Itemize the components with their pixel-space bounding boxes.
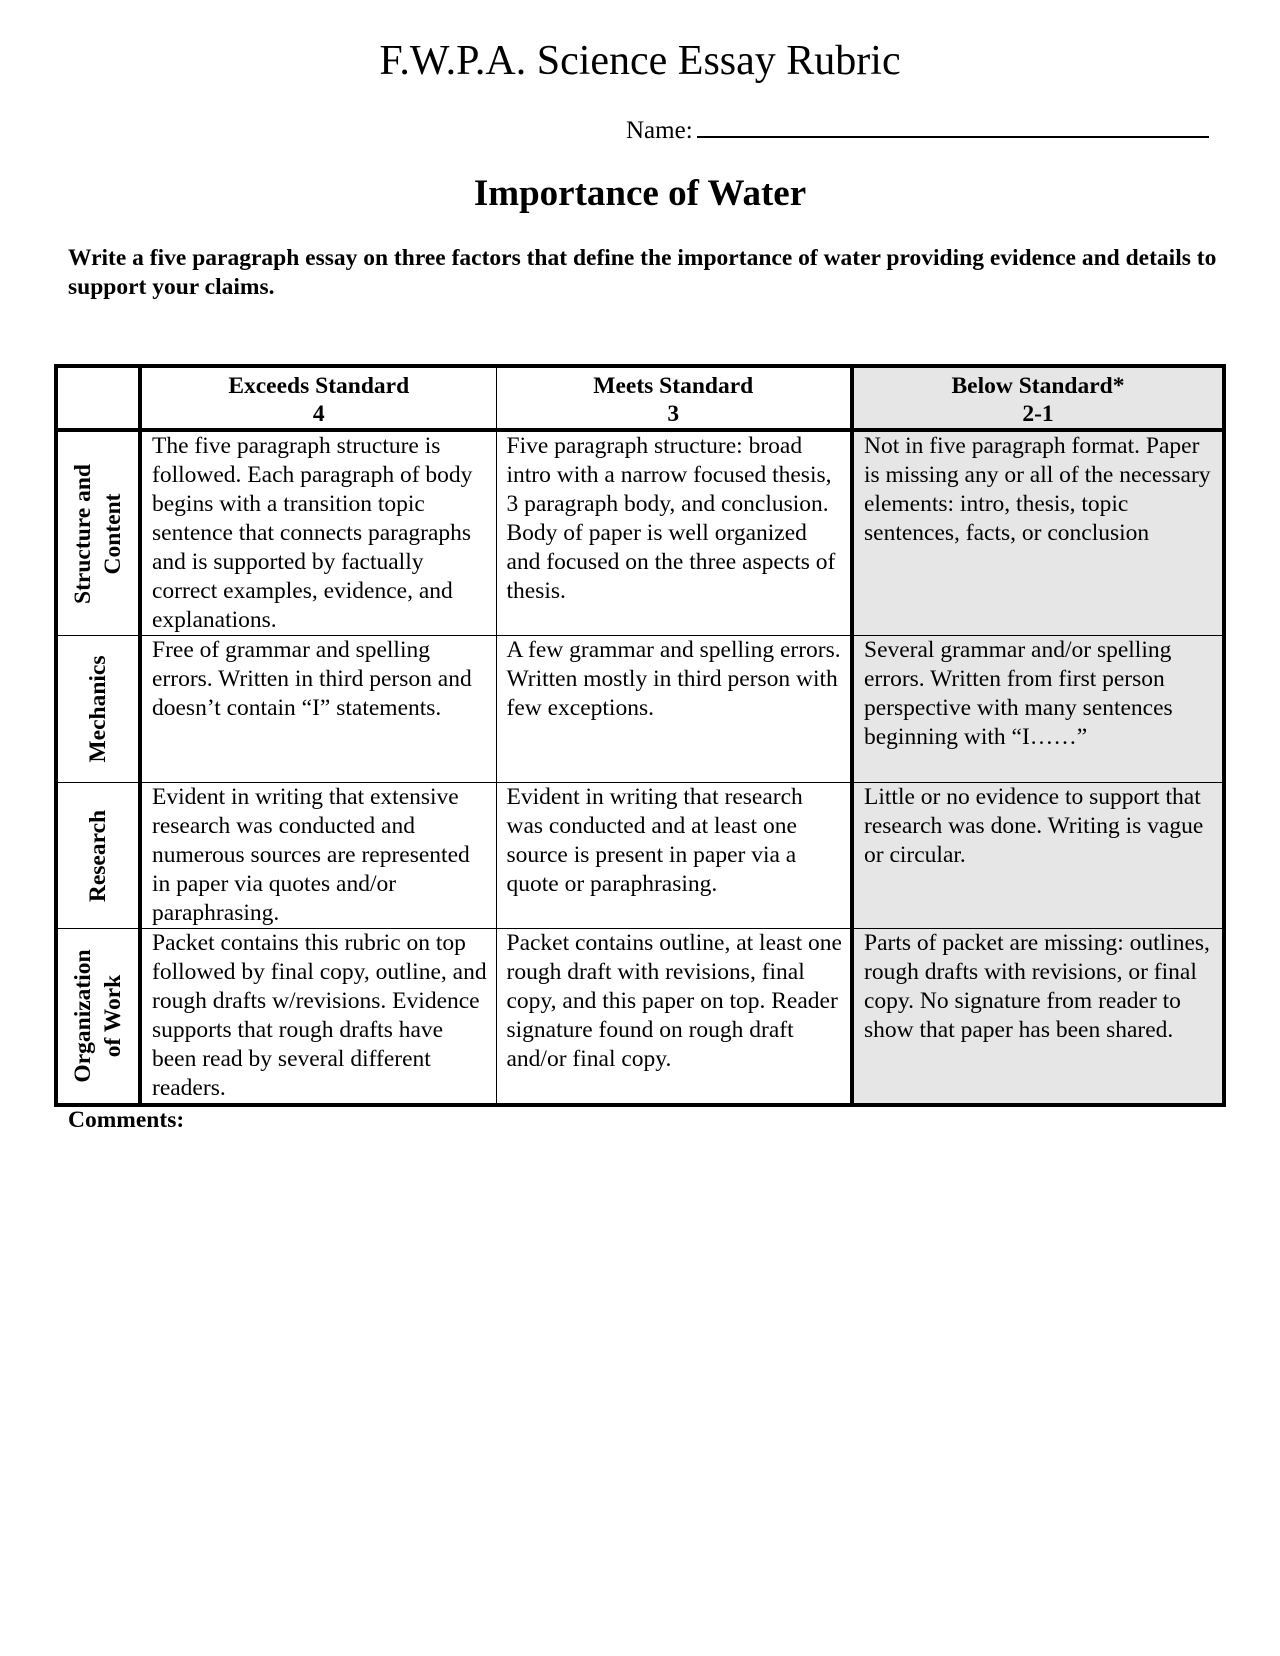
row-label-mechanics: Mechanics [85, 655, 111, 763]
cell-below: Parts of packet are missing: outlines, rough drafts with revisions, or final copy. No signature from reader to show that paper has been shared. [852, 929, 1224, 1106]
row-label-cell [56, 783, 140, 929]
column-label: Exceeds Standard [228, 373, 410, 399]
rubric-header-row [56, 366, 1224, 430]
document-title: F.W.P.A. Science Essay Rubric [379, 38, 901, 84]
row-label-cell [56, 430, 140, 636]
comments-label: Comments: [68, 1107, 185, 1133]
column-label: Meets Standard [593, 373, 754, 399]
column-header-meets [496, 366, 852, 430]
rubric-row-structure [56, 430, 1224, 636]
cell-below: Several grammar and/or spelling errors. Written from first person perspective with many sentences beginning with “I……” [852, 636, 1224, 783]
row-label-research: Research [85, 809, 111, 902]
column-header-below [852, 366, 1224, 430]
cell-meets: Evident in writing that research was conducted and at least one source is present in paper via a quote or paraphrasing. [496, 783, 852, 929]
name-label: Name: [626, 117, 693, 144]
column-score: 3 [667, 401, 680, 427]
rubric-corner-cell [56, 366, 140, 430]
cell-below: Little or no evidence to support that research was done. Writing is vague or circular. [852, 783, 1224, 929]
cell-below: Not in five paragraph format. Paper is missing any or all of the necessary elements: intro, thesis, topic sentences, facts, or conclusion [852, 430, 1224, 636]
rubric-table [54, 364, 1226, 1107]
essay-topic-title: Importance of Water [473, 173, 807, 214]
column-label: Below Standard* [951, 373, 1125, 399]
rubric-row-mechanics [56, 636, 1224, 783]
cell-meets: Packet contains outline, at least one rough draft with revisions, final copy, and this paper on top. Reader signature found on rough draft and/or final copy. [496, 929, 852, 1106]
cell-exceeds: Packet contains this rubric on top followed by final copy, outline, and rough drafts w/revisions. Evidence supports that rough drafts have been read by several different readers. [140, 929, 496, 1106]
row-label-organization-of-work: Organization of Work [70, 949, 126, 1083]
name-blank-line[interactable] [697, 114, 1209, 138]
name-field[interactable] [626, 114, 1209, 146]
cell-exceeds: Evident in writing that extensive research was conducted and numerous sources are represented in paper via quotes and/or paraphrasing. [140, 783, 496, 929]
rubric-row-research [56, 783, 1224, 929]
column-header-exceeds [140, 366, 496, 430]
column-score: 4 [312, 401, 325, 427]
cell-exceeds: Free of grammar and spelling errors. Written in third person and doesn’t contain “I” statements. [140, 636, 496, 783]
row-label-structure-content: Structure and Content [70, 463, 126, 604]
cell-meets: Five paragraph structure: broad intro with a narrow focused thesis, 3 paragraph body, and conclusion. Body of paper is well organized and focused on the three aspects of thesis. [496, 430, 852, 636]
essay-instructions: Write a five paragraph essay on three factors that define the importance of water providing evidence and details to support your claims. [68, 245, 1217, 300]
row-label-cell [56, 636, 140, 783]
cell-exceeds: The five paragraph structure is followed. Each paragraph of body begins with a transition topic sentence that connects paragraphs and is supported by factually correct examples, evidence, and explanations. [140, 430, 496, 636]
row-label-cell [56, 929, 140, 1106]
cell-meets: A few grammar and spelling errors. Written mostly in third person with few exceptions. [496, 636, 852, 783]
column-score: 2-1 [1022, 401, 1054, 427]
rubric-row-organization [56, 929, 1224, 1106]
